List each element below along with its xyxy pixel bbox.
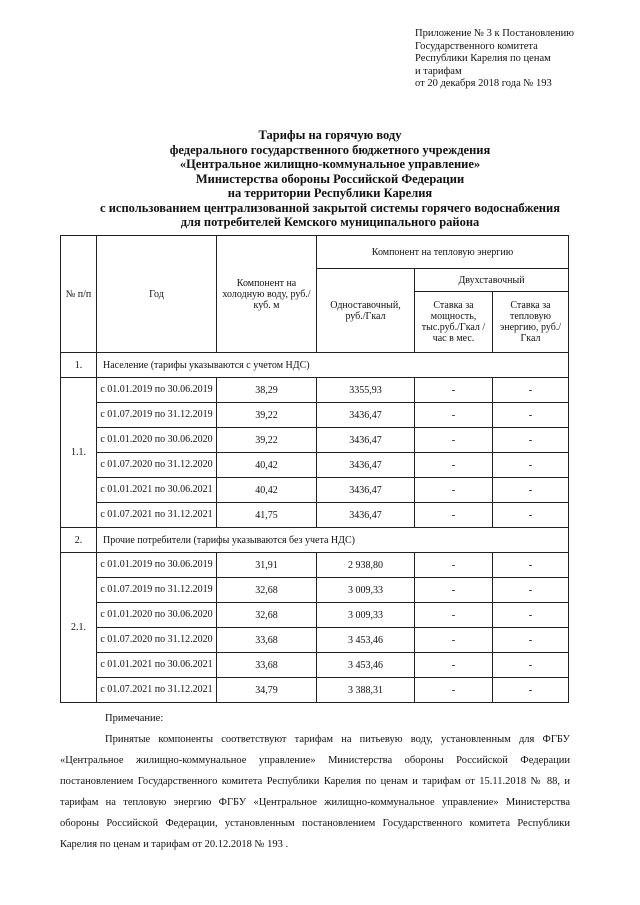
- single-rate-cell: 3 009,33: [317, 578, 415, 603]
- section-num: 1.: [61, 353, 97, 378]
- period-cell: с 01.01.2019 по 30.06.2019: [97, 378, 217, 403]
- energy-rate-cell: -: [493, 453, 569, 478]
- power-rate-cell: -: [415, 503, 493, 528]
- single-rate-cell: 3436,47: [317, 478, 415, 503]
- title-line: для потребителей Кемского муниципального района: [180, 215, 480, 229]
- cold-water-cell: 33,68: [217, 653, 317, 678]
- energy-rate-cell: -: [493, 653, 569, 678]
- cold-water-cell: 40,42: [217, 478, 317, 503]
- single-rate-cell: 3355,93: [317, 378, 415, 403]
- table-row: [61, 628, 569, 653]
- cold-water-cell: 40,42: [217, 453, 317, 478]
- power-rate-cell: -: [415, 603, 493, 628]
- energy-rate-cell: -: [493, 553, 569, 578]
- note-text: Принятые компоненты соответствуют тарифам на питьевую воду, установленным для ФГБУ «Центральное жилищно-коммунальное управление» Министерства обороны Российской Федерации постановлением Государственного комитета Республики Карелия по ценам и тарифам от 15.11.2018 № 88, и тарифам на тепловую энергию ФГБУ «Центральное жилищно-коммунальное управление» Министерства обороны Российской Федерации, установленным постановлением Государственного комитета Республики Карелия по ценам и тарифам от 20.12.2018 № 193 .: [60, 734, 570, 850]
- single-rate-cell: 3 453,46: [317, 628, 415, 653]
- energy-rate-cell: -: [493, 578, 569, 603]
- cold-water-cell: 38,29: [217, 378, 317, 403]
- table-row: [61, 603, 569, 628]
- cold-water-cell: 32,68: [217, 603, 317, 628]
- table-row: [61, 578, 569, 603]
- energy-rate-cell: -: [493, 628, 569, 653]
- subsection-num: 1.1.: [61, 378, 97, 528]
- energy-rate-cell: -: [493, 603, 569, 628]
- header-num: № п/п: [61, 236, 97, 353]
- table-row: [61, 453, 569, 478]
- table-row: [61, 428, 569, 453]
- single-rate-cell: 3436,47: [317, 503, 415, 528]
- table-row: [61, 503, 569, 528]
- table-row: [61, 403, 569, 428]
- table-row: [61, 653, 569, 678]
- title-line: «Центральное жилищно-коммунальное управление»: [179, 157, 481, 171]
- single-rate-cell: 2 938,80: [317, 553, 415, 578]
- single-rate-cell: 3 009,33: [317, 603, 415, 628]
- annex-line: Государственного комитета: [415, 40, 538, 52]
- annex-line: Республики Карелия по ценам: [415, 53, 551, 64]
- document-title: [40, 128, 620, 230]
- header-year: Год: [97, 236, 217, 353]
- cold-water-cell: 39,22: [217, 403, 317, 428]
- header-energy-rate: Ставка за тепловую энергию, руб./Гкал: [493, 292, 569, 353]
- single-rate-cell: 3436,47: [317, 403, 415, 428]
- power-rate-cell: -: [415, 653, 493, 678]
- single-rate-cell: 3 453,46: [317, 653, 415, 678]
- header-cold-water: Компонент на холодную воду, руб./куб. м: [217, 236, 317, 353]
- energy-rate-cell: -: [493, 478, 569, 503]
- power-rate-cell: -: [415, 428, 493, 453]
- single-rate-cell: 3436,47: [317, 428, 415, 453]
- period-cell: с 01.01.2021 по 30.06.2021: [97, 653, 217, 678]
- single-rate-cell: 3436,47: [317, 453, 415, 478]
- cold-water-cell: 31,91: [217, 553, 317, 578]
- power-rate-cell: -: [415, 478, 493, 503]
- section-num: 2.: [61, 528, 97, 553]
- period-cell: с 01.07.2021 по 31.12.2021: [97, 503, 217, 528]
- power-rate-cell: -: [415, 453, 493, 478]
- energy-rate-cell: -: [493, 428, 569, 453]
- cold-water-cell: 32,68: [217, 578, 317, 603]
- header-power-rate: Ставка за мощность, тыс.руб./Гкал / час в мес.: [415, 292, 493, 353]
- header-two-rate: Двухставочный: [415, 269, 569, 292]
- power-rate-cell: -: [415, 578, 493, 603]
- cold-water-cell: 41,75: [217, 503, 317, 528]
- title-line: Министерства обороны Российской Федерации: [195, 171, 465, 186]
- period-cell: с 01.07.2020 по 31.12.2020: [97, 628, 217, 653]
- annex-reference: [415, 28, 635, 91]
- energy-rate-cell: -: [493, 678, 569, 703]
- title-line: Тарифы на горячую воду: [258, 128, 402, 142]
- section-row: [61, 528, 569, 553]
- header-single-rate: Одноставочный, руб./Гкал: [317, 269, 415, 353]
- cold-water-cell: 33,68: [217, 628, 317, 653]
- annex-line: Приложение № 3 к Постановлению: [415, 28, 575, 39]
- period-cell: с 01.07.2019 по 31.12.2019: [97, 578, 217, 603]
- section-label: Население (тарифы указываются с учетом НДС): [97, 353, 569, 378]
- period-cell: с 01.07.2021 по 31.12.2021: [97, 678, 217, 703]
- power-rate-cell: -: [415, 378, 493, 403]
- period-cell: с 01.07.2019 по 31.12.2019: [97, 403, 217, 428]
- period-cell: с 01.07.2020 по 31.12.2020: [97, 453, 217, 478]
- table-row: [61, 553, 569, 578]
- power-rate-cell: -: [415, 678, 493, 703]
- note-block: [60, 708, 570, 855]
- title-line: с использованием централизованной закрытой системы горячего водоснабжения: [100, 200, 560, 215]
- period-cell: с 01.01.2019 по 30.06.2019: [97, 553, 217, 578]
- single-rate-cell: 3 388,31: [317, 678, 415, 703]
- power-rate-cell: -: [415, 628, 493, 653]
- table-row: [61, 378, 569, 403]
- power-rate-cell: -: [415, 403, 493, 428]
- section-row: [61, 353, 569, 378]
- title-line: на территории Республики Карелия: [227, 186, 433, 200]
- section-label: Прочие потребители (тарифы указываются без учета НДС): [97, 528, 569, 553]
- header-heat: Компонент на тепловую энергию: [317, 236, 569, 269]
- period-cell: с 01.01.2020 по 30.06.2020: [97, 428, 217, 453]
- period-cell: с 01.01.2021 по 30.06.2021: [97, 478, 217, 503]
- annex-line: от 20 декабря 2018 года № 193: [415, 78, 552, 89]
- annex-line: и тарифам: [415, 65, 462, 77]
- period-cell: с 01.01.2020 по 30.06.2020: [97, 603, 217, 628]
- table-row: [61, 678, 569, 703]
- title-line: федерального государственного бюджетного учреждения: [169, 142, 491, 157]
- note-label: Примечание:: [105, 713, 164, 724]
- energy-rate-cell: -: [493, 378, 569, 403]
- power-rate-cell: -: [415, 553, 493, 578]
- tariff-table: [60, 235, 569, 703]
- subsection-num: 2.1.: [61, 553, 97, 703]
- cold-water-cell: 34,79: [217, 678, 317, 703]
- table-row: [61, 478, 569, 503]
- energy-rate-cell: -: [493, 403, 569, 428]
- cold-water-cell: 39,22: [217, 428, 317, 453]
- energy-rate-cell: -: [493, 503, 569, 528]
